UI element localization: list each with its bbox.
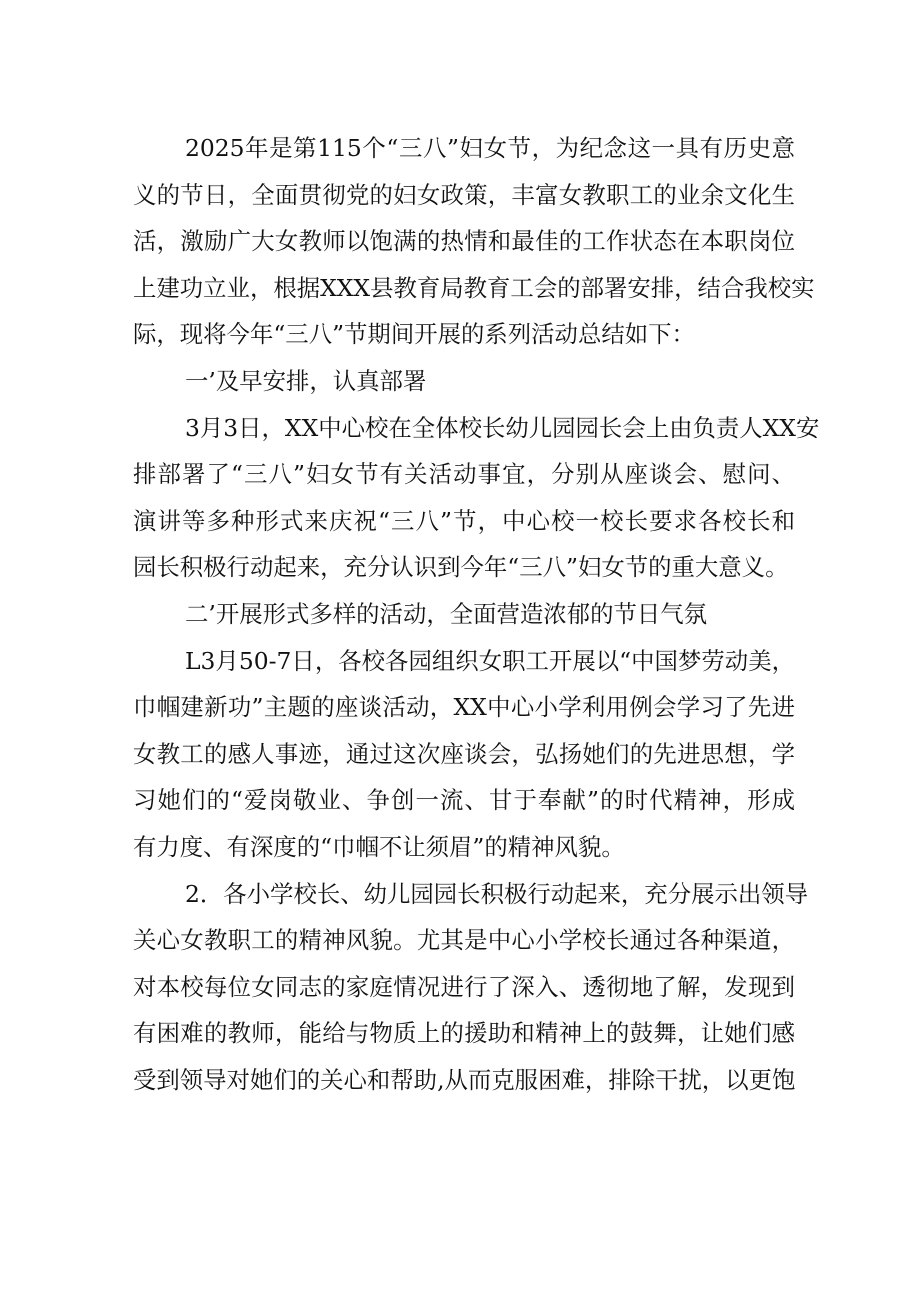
text-line: 受到领导对她们的关心和帮助,从而克服困难，排除干扰，以更饱 <box>133 1065 796 1094</box>
document-body <box>133 125 820 1103</box>
text-line: L3月50-7日，各校各园组织女职工开展以“中国梦劳动美， <box>185 646 795 675</box>
text-line: 习她们的“爱岗敬业、争创一流、甘于奉献”的时代精神，形成 <box>133 786 795 815</box>
text-line: 巾帼建新功”主题的座谈活动，XX中心小学利用例会学习了先进 <box>133 693 795 722</box>
text-line: 上建功立业，根据XXX县教育局教育工会的部署安排，结合我校实 <box>133 273 815 302</box>
text-line: 排部署了“三八”妇女节有关活动事宜，分别从座谈会、慰问、 <box>133 460 795 489</box>
text-line: 2．各小学校长、幼儿园园长积极行动起来，充分展示出领导 <box>185 879 809 908</box>
heading-line: 一’及早安排，认真部署 <box>185 366 427 395</box>
text-line: 有力度、有深度的“巾帼不让须眉”的精神风貌。 <box>133 832 625 861</box>
text-line: 关心女教职工的精神风貌。尤其是中心小学校长通过各种渠道， <box>133 926 795 955</box>
text-line: 2025年是第115个“三八”妇女节，为纪念这一具有历史意 <box>185 134 795 162</box>
section-heading-2 <box>133 591 795 638</box>
text-line: 义的节日，全面贯彻党的妇女政策，丰富女教职工的业余文化生 <box>133 180 795 209</box>
text-line: 活，激励广大女教师以饱满的热情和最佳的工作状态在本职岗位 <box>133 227 795 256</box>
paragraph-activity-2 <box>133 871 809 1104</box>
heading-line: 二’开展形式多样的活动，全面营造浓郁的节日气氛 <box>185 599 708 628</box>
text-line: 际，现将今年“三八”节期间开展的系列活动总结如下： <box>133 320 695 349</box>
paragraph-activity-1 <box>133 638 795 871</box>
paragraph-deployment <box>133 405 820 591</box>
text-line: 有困难的教师，能给与物质上的援助和精神上的鼓舞，让她们感 <box>133 1019 795 1048</box>
text-line: 女教工的感人事迹，通过这次座谈会，弘扬她们的先进思想，学 <box>133 739 795 768</box>
text-line: 演讲等多种形式来庆祝“三八”节，中心校一校长要求各校长和 <box>133 506 795 535</box>
text-line: 3月3日，XX中心校在全体校长幼儿园园长会上由负责人XX安 <box>185 413 820 442</box>
section-heading-1 <box>133 358 795 405</box>
text-line: 对本校每位女同志的家庭情况进行了深入、透彻地了解，发现到 <box>133 972 795 1001</box>
text-line: 园长积极行动起来，充分认识到今年“三八”妇女节的重大意义。 <box>133 553 789 582</box>
paragraph-intro <box>133 125 815 358</box>
